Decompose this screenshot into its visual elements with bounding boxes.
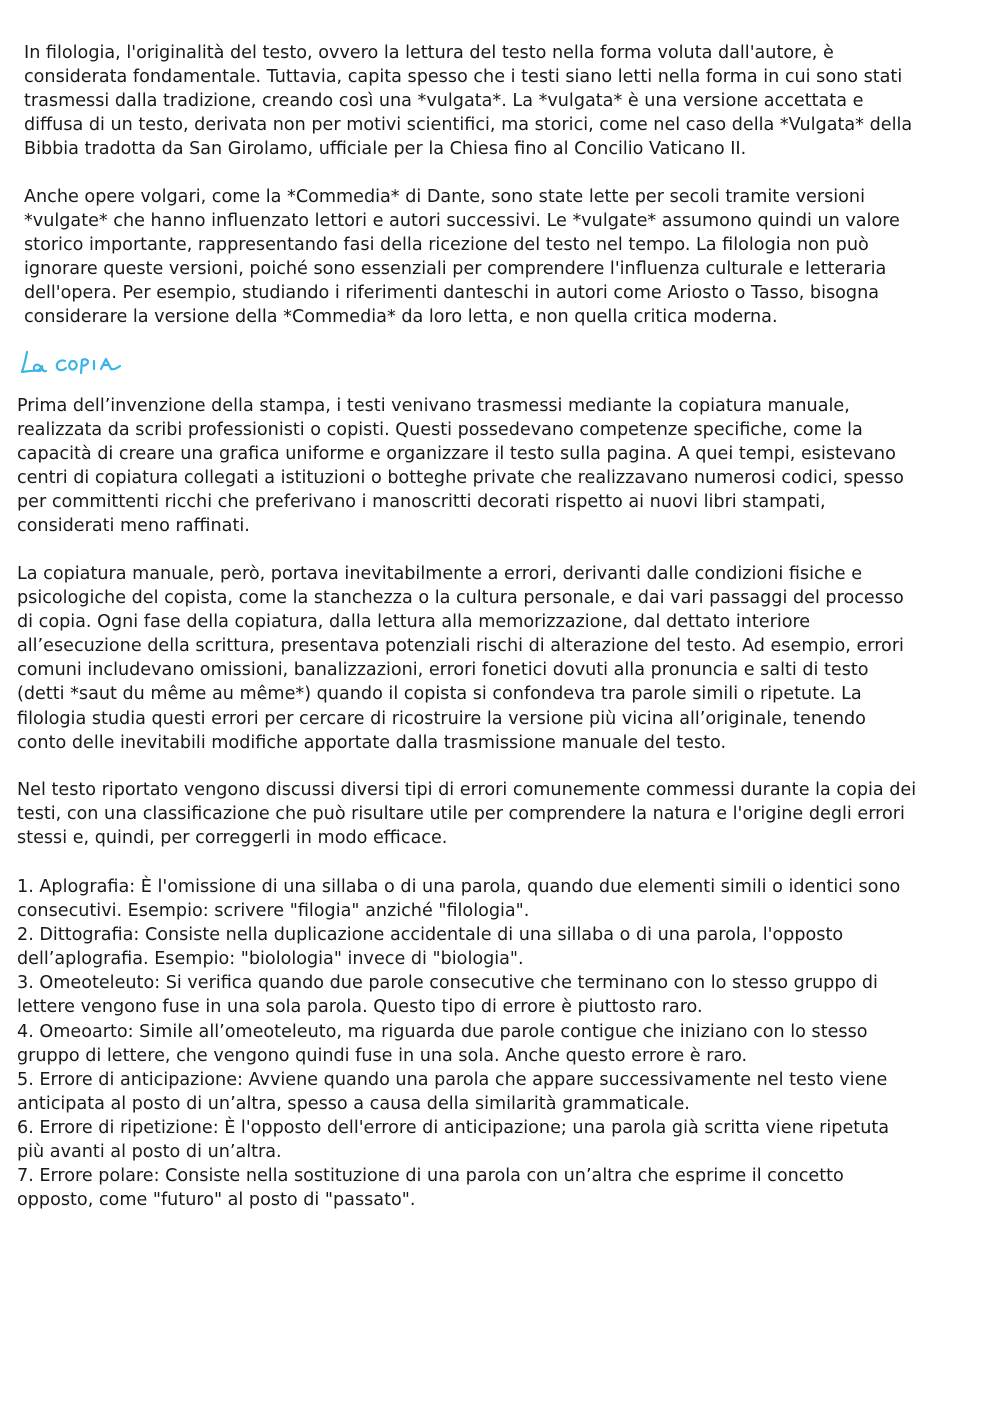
list-item: 5. Errore di anticipazione: Avviene quando una parola che appare successivamente nel testo viene [17,1069,888,1090]
text-line: realizzata da scribi professionisti o copisti. Questi possedevano competenze specifiche, come la [17,420,863,441]
list-item: dell’aplografia. Esempio: "biolologia" invece di "biologia". [17,949,524,970]
handwritten-heading-la-copia [18,346,128,380]
list-item: 4. Omeoarto: Simile all’omeoteleuto, ma riguarda due parole contigue che iniziano con lo stesso [17,1021,868,1042]
text-line: (detti *saut du même au même*) quando il copista si confondeva tra parole simili o ripetute. La [17,684,862,705]
text-line: filologia studia questi errori per cercare di ricostruire la versione più vicina all’originale, tenendo [17,708,866,729]
list-item: 6. Errore di ripetizione: È l'opposto dell'errore di anticipazione; una parola già scritta viene ripetuta [17,1117,890,1138]
list-item: più avanti al posto di un’altra. [17,1142,282,1163]
list-item: gruppo di lettere, che vengono quindi fuse in una sola. Anche questo errore è raro. [17,1045,748,1066]
list-item: 1. Aplografia: È l'omissione di una sillaba o di una parola, quando due elementi simili o identici sono [17,877,901,897]
text-line: per committenti ricchi che preferivano i manoscritti decorati rispetto ai nuovi libri stampati, [17,492,826,513]
text-line: testi, con una classificazione che può risultare utile per comprendere la natura e l'origine degli errori [17,804,905,825]
text-line: Prima dell’invenzione della stampa, i testi venivano trasmessi mediante la copiatura manuale, [17,396,850,416]
list-item: consecutivi. Esempio: scrivere "filogia" anziché "filologia". [17,901,530,922]
copia-paragraph-1 [17,394,904,539]
text-line: *vulgate* che hanno influenzato lettori e autori successivi. Le *vulgate* assumono quindi un valore [24,211,900,232]
text-line: di copia. Ogni fase della copiatura, dalla lettura alla memorizzazione, dal dettato interiore [17,612,811,633]
text-line: all’esecuzione della scrittura, presentava potenziali rischi di alterazione del testo. Ad esempio, errori [17,636,904,657]
intro-paragraph-1 [24,41,912,161]
text-line: capacità di creare una grafica uniforme e organizzare il testo sulla pagina. A quei tempi, esistevano [17,444,896,465]
text-line: conto delle inevitabili modifiche apportate dalla trasmissione manuale del testo. [17,732,727,753]
copia-paragraph-3 [17,778,916,850]
text-line: considerare la versione della *Commedia* da loro letta, e non quella critica moderna. [24,307,778,328]
text-line: stessi e, quindi, per correggerli in modo efficace. [17,828,448,849]
text-line: considerata fondamentale. Tuttavia, capita spesso che i testi siano letti nella forma in cui sono stati [24,67,903,88]
copia-paragraph-2 [17,562,904,755]
text-line: In filologia, l'originalità del testo, ovvero la lettura del testo nella forma voluta dall'autore, è [24,43,834,63]
text-line: considerati meno raffinati. [17,516,250,537]
text-line: ignorare queste versioni, poiché sono essenziali per comprendere l'influenza culturale e letteraria [24,259,887,280]
list-item: lettere vengono fuse in una sola parola. Questo tipo di errore è piuttosto raro. [17,997,703,1018]
list-item: 2. Dittografia: Consiste nella duplicazione accidentale di una sillaba o di una parola, l'opposto [17,925,844,946]
text-line: dell'opera. Per esempio, studiando i riferimenti danteschi in autori come Ariosto o Tasso, bisogna [24,283,880,304]
text-line: La copiatura manuale, però, portava inevitabilmente a errori, derivanti dalle condizioni fisiche e [17,564,863,584]
text-line: diffusa di un testo, derivata non per motivi scientifici, ma storici, come nel caso della *Vulgata* della [24,115,913,136]
text-line: storico importante, rappresentando fasi della ricezione del testo nel tempo. La filologia non può [24,235,869,256]
list-item: 3. Omeoteleuto: Si verifica quando due parole consecutive che terminano con lo stesso gruppo di [17,973,878,994]
error-types-list [17,875,900,1212]
text-line: Nel testo riportato vengono discussi diversi tipi di errori comunemente commessi durante la copia dei [17,780,917,800]
text-line: psicologiche del copista, come la stanchezza o la cultura personale, e dai vari passaggi del processo [17,588,904,609]
text-line: Bibbia tradotta da San Girolamo, ufficiale per la Chiesa fino al Concilio Vaticano II. [24,139,747,160]
list-item: 7. Errore polare: Consiste nella sostituzione di una parola con un’altra che esprime il concetto [17,1166,844,1187]
list-item: anticipata al posto di un’altra, spesso a causa della similarità grammaticale. [17,1093,690,1114]
text-line: comuni includevano omissioni, banalizzazioni, errori fonetici dovuti alla pronuncia e salti di testo [17,660,869,681]
text-line: trasmessi dalla tradizione, creando così una *vulgata*. La *vulgata* è una versione accettata e [24,91,864,112]
list-item: opposto, come "futuro" al posto di "passato". [17,1190,416,1211]
text-line: centri di copiatura collegati a istituzioni o botteghe private che realizzavano numerosi codici, spesso [17,468,904,489]
text-line: Anche opere volgari, come la *Commedia* di Dante, sono state lette per secoli tramite versioni [24,187,865,207]
intro-paragraph-2 [24,185,900,330]
